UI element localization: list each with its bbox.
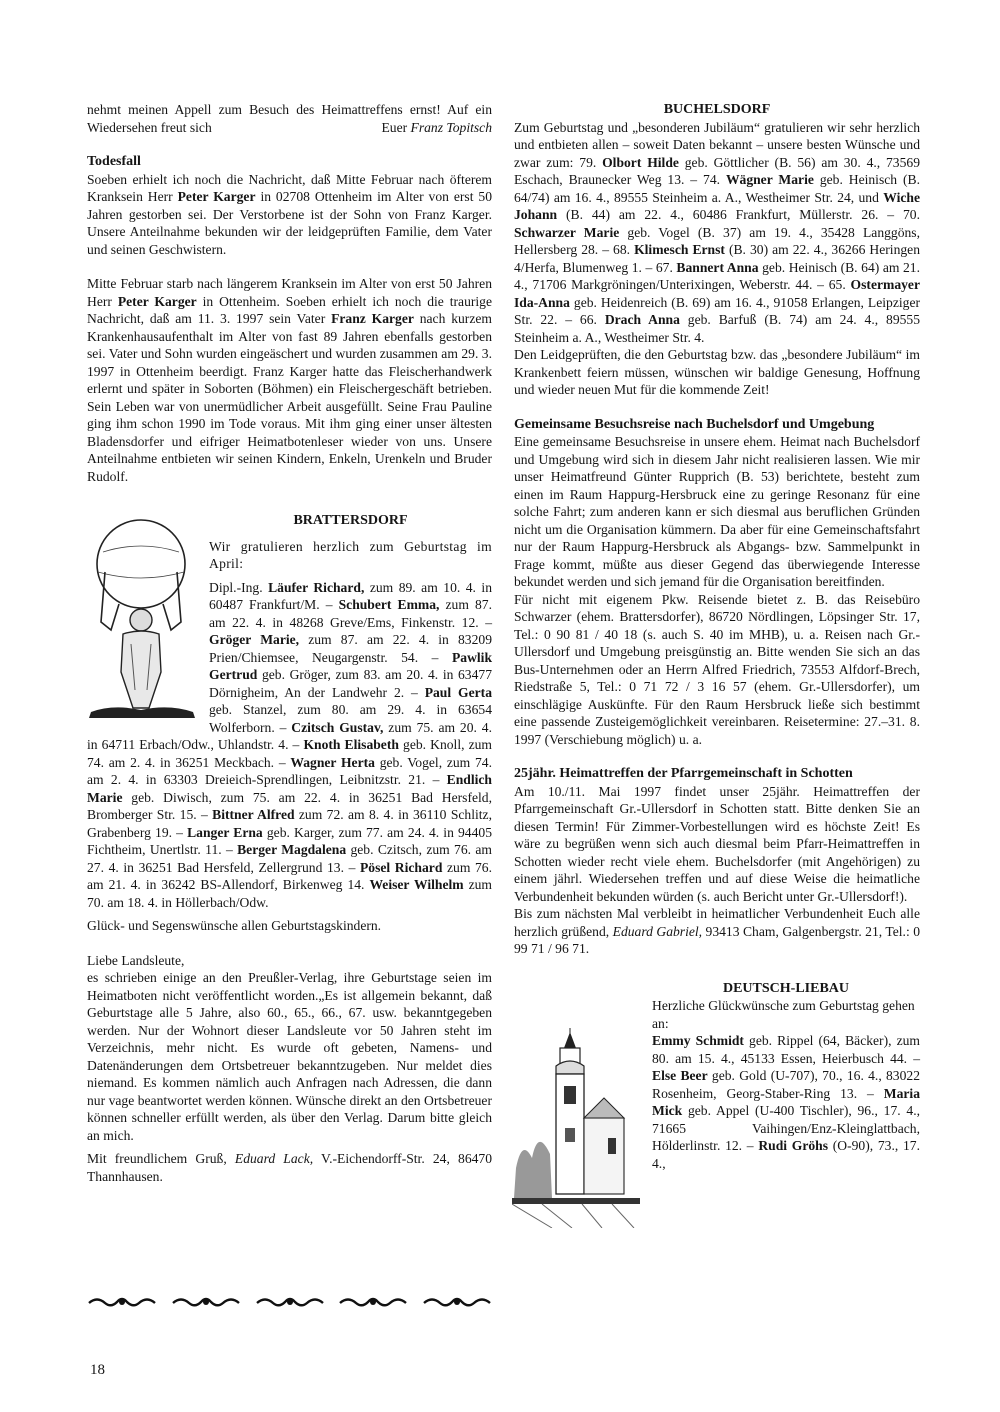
- todesfall-heading: Todesfall: [87, 154, 141, 169]
- person-name: Weiser Wilhelm: [369, 877, 464, 892]
- obituary-text: [87, 275, 492, 485]
- letter-greeting: Liebe Landsleute,: [87, 952, 185, 968]
- person-name: Olbort Hilde: [602, 154, 679, 170]
- text-segment: geb. Barfuß (B. 74) am 24. 4., 89555 Steinheim a. A., Westheimer Str. 4.: [514, 312, 921, 345]
- person-name: Bittner Alfred: [212, 807, 295, 822]
- text-segment: zum 72. am 8. 4. in 36110 Schlitz, Grabenberg 19. –: [87, 807, 492, 840]
- person-name: Ostermayer Ida-Anna: [514, 277, 920, 310]
- left-column: [87, 101, 492, 1185]
- buchelsdorf-wish: Den Leidgeprüften, die den Geburtstag bzw. das „besondere Jubiläum“ im Krankenbett feiern müssen, wünschen wir baldige Genesung, Hoffnung und wieder neuen Mut für die kommende Zeit!: [514, 347, 920, 397]
- ornament-flourish-icon: [422, 1294, 492, 1310]
- intro-text: nehmt meinen Appell zum Besuch des Heimattreffens ernst! Auf ein Wiedersehen freut sich: [87, 102, 492, 135]
- text-segment: in 02708 Ottenheim im Alter von erst 50 Jahren gestorben sei. Der Verstorbene ist der Sohn von Franz Karger. Unsere Anteilnahme bekunden wir der leidgeprüften Familie, dem Vater und seinen Geschwistern.: [87, 189, 492, 257]
- atlas-statue-image: [83, 512, 201, 722]
- text-segment: geb. Stanzel, zum 80. am 29. 4. in 63654 Wolferborn. –: [209, 702, 492, 735]
- text-segment: Dipl.-Ing.: [209, 579, 269, 595]
- person-name: Gröger Marie,: [209, 632, 300, 647]
- liebau-heading: DEUTSCH-LIEBAU: [722, 980, 850, 996]
- brattersdorf-intro: Wir gratulieren herzlich zum Geburtstag im April:: [209, 538, 492, 571]
- text-segment: Soeben erhielt ich noch die Nachricht, daß Mitte Februar nach öfterem Kranksein Herr: [87, 171, 492, 204]
- person-name: Peter Karger: [177, 189, 256, 204]
- text-segment: Mitte Februar starb nach längerem Kranksein im Alter von erst 50 Jahren Herr: [87, 276, 492, 309]
- buchelsdorf-heading: BUCHELSDORF: [663, 102, 771, 117]
- brattersdorf-wishes: Glück- und Segenswünsche allen Geburtstagskindern.: [87, 918, 382, 933]
- letter-signature: Mit freundlichem Gruß, Eduard Lack, V.-Eichendorff-Str. 24, 86470 Thannhausen.: [87, 1151, 493, 1184]
- liebau-intro: Herzliche Glückwünsche zum Geburtstag gehen an:: [652, 998, 915, 1031]
- text-segment: geb. Karger, zum 77. am 24. 4. in 94405 Fichtheim, Unertlstr. 11. –: [87, 824, 492, 857]
- right-column: [514, 101, 920, 1228]
- ornament-flourish-icon: [171, 1294, 241, 1310]
- text-segment: zum 70. am 18. 4. in Höllerbach/Odw.: [87, 877, 492, 910]
- person-name: Paul Gerta: [424, 684, 492, 700]
- text-segment: geb. Heinisch (B. 64/74) am 16. 4., 89555 Steinheim a. A., Westheimer Str. 24, und: [514, 172, 920, 205]
- text-segment: zum 89. am 10. 4. in 60487 Frankfurt/M. –: [209, 579, 493, 612]
- person-name: Franz Karger: [331, 311, 414, 326]
- person-name: Schubert Emma,: [338, 597, 440, 612]
- person-name: Endlich Marie: [87, 772, 492, 805]
- text-segment: geb. Gold (U-707), 70., 16. 4., 83022 Rosenheim, Georg-Staber-Ring 13. –: [652, 1068, 920, 1101]
- text-segment: (B. 30) am 22. 4., 36266 Heringen 4/Herfa, Blumenweg 1. – 67.: [514, 242, 920, 275]
- text-segment: 79.: [573, 154, 603, 170]
- text-segment: (O-90), 73., 17. 4.,: [652, 1138, 920, 1171]
- brattersdorf-heading: BRATTERSDORF: [293, 513, 408, 528]
- ornament-flourish-icon: [255, 1294, 325, 1310]
- person-name: Pösel Richard: [360, 859, 443, 875]
- deutsch-liebau-section: [514, 980, 920, 1173]
- text-segment: geb. Rippel (64, Bäcker), zum 80. am 15. 4., 45133 Essen, Heierbusch 44. –: [652, 1033, 920, 1066]
- text-segment: zum 87. am 22. 4. in 83209 Prien/Chiemsee, Neugargenstr. 54. –: [209, 632, 492, 665]
- intro-signature: Euer Franz Topitsch: [381, 119, 492, 135]
- person-name: Läufer Richard,: [268, 579, 365, 595]
- todesfall-text: [87, 171, 492, 259]
- person-name: Wägner Marie: [725, 172, 814, 187]
- text-segment: Zum Geburtstag und „besonderen Jubiläum“ gratulieren wir sehr herzlich und entbieten allen – soweit Daten bekannt – unsere besten Wünsche und zwar zum:: [514, 119, 920, 170]
- text-segment: in Ottenheim. Soeben erhielt ich noch die traurige Nachricht, daß am 11. 3. 1997 sein Vater: [87, 293, 493, 326]
- schotten-paragraph-2: Bis zum nächsten Mal verbleibt in heimatlicher Verbundenheit Euch alle herzlich grüßend, Eduard Gabriel, 93413 Cham, Galgenbergstr. 21, Tel.: 0 99 71 / 96 71.: [514, 906, 920, 956]
- text-segment: geb. Knoll, zum 74. am 2. 4. in 36251 Meckbach. –: [87, 737, 492, 770]
- text-segment: geb. Appel (U-400 Tischler), 96., 17. 4., 71665 Vaihingen/Enz-Kleinglattbach, Hölderlinstr. 12. –: [652, 1103, 920, 1153]
- letter-body: es schrieben einige an den Preußler-Verlag, ihre Geburtstage seien im Heimatboten nicht veröffentlicht worden.„Es ist allgemein bekannt, daß Geburtstage alle 5 Jahre, also 60., 65., 66., 67. usw. bekanntgegeben werden. Nur der Wohnort dieser Landsleute vor 50 Jahren steht im Verzeichnis, mehr nicht. Es wurde oft gebeten, Namens- und Datenänderungen dem Ortsbetreuer bekanntzugeben. Nur meldet dies niemand. Es kommen nämlich auch Anfragen nach Adressen, die dann nur vage beantwortet werden können. Wünsche direkt an den Ortsbetreuer können schneller erfüllt werden, als über den Verlag. Darum bitte gleich an mich.: [87, 970, 492, 1143]
- text-segment: geb. Gröger, zum 83. am 20. 4. in 63477 Dörnigheim, An der Landwehr 2. –: [209, 667, 492, 700]
- text-segment: zum 76. am 21. 4. in 36242 BS-Allendorf, Birkenweg 14.: [87, 859, 492, 892]
- text-segment: zum 75. am 20. 4. in 64711 Erbach/Odw., Uhlandstr. 4. –: [87, 719, 493, 752]
- reise-paragraph-1: Eine gemeinsame Besuchsreise in unsere ehem. Heimat nach Buchelsdorf und Umgebung wird sich in diesem Jahr nicht realisieren lassen. Wie mir unser Heimatfreund Günter Rupprich (B. 53) berichtete, besteht zum einen im Raum Happurg-Hersbruck eine zu geringe Resonanz für eine solche Fahrt; zum anderen kann er sich diesmal aus beruflichen Gründen nicht um die Organisation kümmern. Da aber für eine Gemeinschaftsfahrt nur der Raum Happurg-Hersbruck als Abgangs- bzw. Sammelpunkt in Frage kommt, müßte aus dieser Gegend das überwiegende Interesse bekundet werden und sich jemand für die Organisation bereitfinden.: [514, 434, 920, 589]
- schotten-paragraph-1: Am 10./11. Mai 1997 findet unser 25jähr. Heimattreffen der Pfarrgemeinschaft Gr.-Ullersdorf in Schotten statt. Bitte denken Sie an diesen Termin! Für Zimmer-Vorbestellungen wird es höchste Zeit! Es wäre zu begrüßen wenn sich auch diesmal beim Pfarr-Heimattreffen in Schotten wieder recht viele ehem. Buchelsdorfer (mit Angehörigen) zu einem jährl. Wiedersehen treffen und auf diese Weise die heimatliche Verbundenheit bekunden würden (s. auch Bericht unter Gr.-Ullersdorf!).: [514, 783, 920, 904]
- person-name: Wagner Herta: [290, 754, 375, 770]
- text-segment: geb. Heidenreich (B. 69) am 16. 4., 91058 Erlangen, Leipziger Str. 22. – 66.: [514, 294, 920, 327]
- person-name: Bannert Anna: [676, 259, 759, 275]
- person-name: Maria Mick: [652, 1085, 920, 1118]
- person-name: Rudi Gröhs: [758, 1138, 829, 1153]
- text-segment: (B. 44) am 22. 4., 60486 Frankfurt, Müllerstr. 26. – 70.: [557, 207, 920, 222]
- person-name: Peter Karger: [117, 293, 197, 309]
- person-name: Else Beer: [652, 1068, 708, 1083]
- person-name: Klimesch Ernst: [634, 242, 725, 257]
- church-tower-image: [512, 1028, 642, 1228]
- schotten-heading: 25jähr. Heimattreffen der Pfarrgemeinschaft in Schotten: [514, 766, 853, 781]
- text-segment: geb. Vogel, zum 74. am 2. 4. in 63303 Dreieich-Sprendlingen, Leibnitzstr. 21. –: [87, 754, 492, 787]
- person-name: Drach Anna: [604, 312, 680, 327]
- person-name: Berger Magdalena: [237, 842, 347, 857]
- text-segment: nach kurzem Krankenhausaufenthalt im Alter von fast 89 Jahren ebenfalls gestorben sei. Vater und Sohn wurden eingeäschert und wurden zusammen am 29. 3. 1997 in Ottenheim beerdigt. Franz Karger hatte das Fleischerhandwerk erlernt und später in Soborten (Böhmen) ein Fleischergeschäft betrieben. Sein Leben war von unermüdlicher Arbeit ausgefüllt. Seine Frau Pauline ging ihm schon 1990 im Tode voraus. Mit ihm ging einer unser ältesten Bladensdorfer und eifriger Heimatbotenleser wieder von uns. Unsere Anteilnahme entbieten wir seinen Kindern, Enkeln, Urenkeln und Bruder Rudolf.: [87, 311, 492, 484]
- buchelsdorf-birthdays: [514, 119, 920, 347]
- text-segment: geb. Heinisch (B. 64) am 21. 4., 71706 Markgröningen/Unterixingen, Weberstr. 44. – 65.: [514, 259, 920, 292]
- person-name: Emmy Schmidt: [652, 1033, 744, 1048]
- reise-paragraph-2: Für nicht mit eigenem Pkw. Reisende bietet z. B. das Reisebüro Schwarzer (ehem. Brattersdorfer), 86720 Nördlingen, Löpsinger Str. 17, Tel.: 0 90 81 / 40 18 (s. auch S. 40 im MHB), u. a. Reisen nach Gr.-Ullersdorf und Umgebung preisgünstig an. Bitte wenden Sie sich an das Bus-Unternehmen oder an Herrn Alfred Friedrich, 73553 Alfdorf-Brech, Riedstraße 5, Tel.: 0 71 72 / 3 16 57 (ehem. Gr.-Ullersdorfer), um einschlägige Auskünfte. Für den Raum Hersbruck ließe sich bestimmt eine passende Zusteigemöglichkeit vereinbaren. Reisetermine: 27.–31. 8. 1997 (Verschiebung möglich) u. a.: [514, 591, 920, 747]
- person-name: Czitsch Gustav,: [291, 719, 384, 735]
- text-segment: zum 87. am 22. 4. in 48268 Greve/Ems, Finkenstr. 12. –: [209, 597, 492, 630]
- text-segment: geb. Diwisch, zum 75. am 22. 4. in 36251 Bad Hersfeld, Bromberger Str. 15. –: [87, 789, 492, 822]
- brattersdorf-section: [87, 512, 492, 935]
- ornament-flourish-icon: [338, 1294, 408, 1310]
- person-name: Knoth Elisabeth: [303, 737, 399, 752]
- text-segment: geb. Vogel (B. 37) am 19. 4., 35428 Langgöns, Hellersberg 28. – 68.: [514, 224, 920, 257]
- person-name: Langer Erna: [187, 824, 263, 840]
- ornament-row: [87, 1294, 492, 1310]
- text-segment: geb. Czitsch, zum 76. am 27. 4. in 36251 Bad Hersfeld, Zellergrund 13. –: [87, 842, 492, 875]
- page-number: 18: [90, 1362, 105, 1378]
- ornament-flourish-icon: [87, 1294, 157, 1310]
- text-segment: geb. Göttlicher (B. 56) am 30. 4., 73569 Eschach, Braunecker Weg 13. – 74.: [514, 154, 920, 187]
- person-name: Wiche Johann: [514, 189, 920, 222]
- reise-heading: Gemeinsame Besuchsreise nach Buchelsdorf und Umgebung: [514, 416, 875, 432]
- person-name: Pawlik Gertrud: [209, 649, 492, 682]
- person-name: Schwarzer Marie: [514, 224, 620, 240]
